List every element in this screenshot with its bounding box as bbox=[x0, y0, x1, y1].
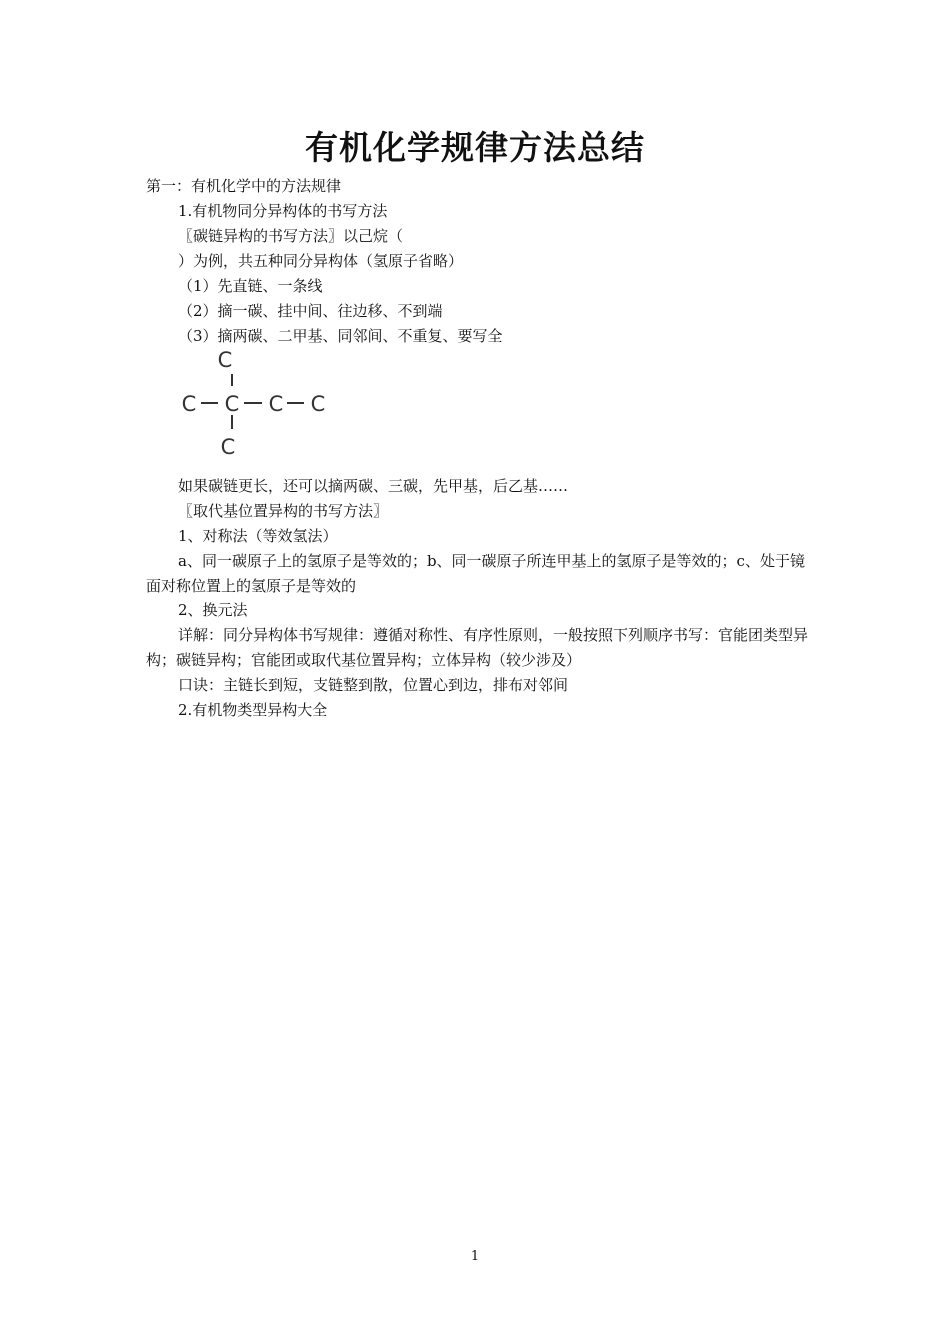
equivalent-hydrogen-paragraph: a、同一碳原子上的氢原子是等效的；b、同一碳原子所连甲基上的氢原子是等效的；c、处于镜面对称位置上的氢原子是等效的 bbox=[146, 552, 805, 595]
rule-step-2: （2）摘一碳、挂中间、往边移、不到端 bbox=[178, 302, 443, 320]
mnemonic-line: 口诀：主链长到短，支链整到散，位置心到边，排布对邻间 bbox=[178, 676, 569, 694]
section-heading: 第一：有机化学中的方法规律 bbox=[146, 177, 342, 195]
carbon-atom-left: C bbox=[181, 392, 197, 416]
method-heading: 1、对称法（等效氢法） bbox=[178, 527, 338, 545]
subsection-heading: 1.有机物同分异构体的书写方法 bbox=[178, 202, 388, 220]
text-line: 如果碳链更长，还可以摘两碳、三碳，先甲基，后乙基…… bbox=[178, 477, 569, 495]
text-line: 〖碳链异构的书写方法〗以己烷（ bbox=[178, 227, 404, 245]
carbon-atom-end: C bbox=[310, 392, 326, 416]
carbon-atom-right: C bbox=[268, 392, 284, 416]
rule-step-1: （1）先直链、一条线 bbox=[178, 277, 323, 295]
document-title: 有机化学规律方法总结 bbox=[305, 128, 645, 167]
detail-paragraph: 详解：同分异构体书写规律：遵循对称性、有序性原则，一般按照下列顺序书写：官能团类型异构；碳链异构；官能团或取代基位置异构；立体异构（较少涉及） bbox=[146, 626, 809, 669]
rule-step-3: （3）摘两碳、二甲基、同邻间、不重复、要写全 bbox=[178, 327, 503, 345]
carbon-skeleton-structure bbox=[176, 346, 336, 460]
page-number: 1 bbox=[470, 1249, 480, 1264]
carbon-atom-bottom: C bbox=[220, 435, 236, 459]
carbon-atom-top: C bbox=[217, 348, 233, 372]
subsection-heading: 〖取代基位置异构的书写方法〗 bbox=[178, 502, 389, 520]
carbon-atom-center: C bbox=[224, 392, 240, 416]
text-line: ）为例，共五种同分异构体（氢原子省略） bbox=[178, 252, 464, 270]
method-heading: 2、换元法 bbox=[178, 601, 248, 619]
subsection-heading: 2.有机物类型异构大全 bbox=[178, 701, 328, 719]
